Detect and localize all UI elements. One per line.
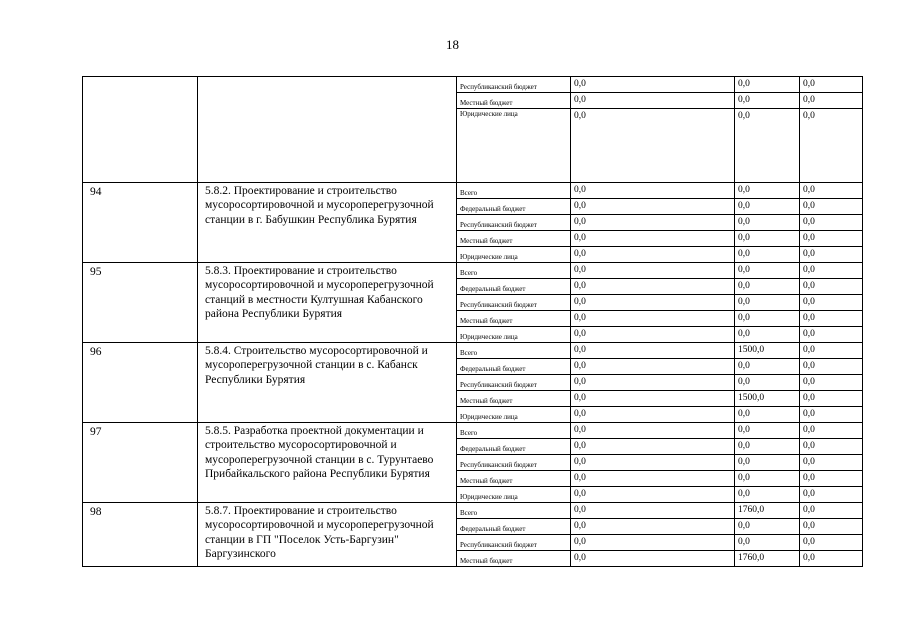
value-cell: 0,0: [571, 487, 735, 503]
value-cell: 0,0: [735, 215, 800, 231]
table-row: [83, 77, 863, 93]
value-cell: 0,0: [800, 359, 863, 375]
item-description-cell: [198, 183, 457, 263]
value-cell: 0,0: [800, 93, 863, 109]
value-cell: 0,0: [800, 455, 863, 471]
value-cell: 0,0: [571, 311, 735, 327]
value-cell: 0,0: [735, 375, 800, 391]
value-cell: 0,0: [571, 93, 735, 109]
funding-source-cell: Всего: [457, 423, 571, 439]
item-description: 5.8.7. Проектирование и строительство мусоросортировочной и мусороперегрузочной станции в ГП "Поселок Усть-Баргузин" Баргузинского: [205, 505, 434, 561]
value-cell: 0,0: [800, 311, 863, 327]
funding-source-cell: Местный бюджет: [457, 93, 571, 109]
value-cell: 0,0: [800, 231, 863, 247]
table-row: [83, 343, 863, 359]
value-cell: 0,0: [800, 279, 863, 295]
value-cell: 0,0: [571, 391, 735, 407]
value-cell: 0,0: [800, 423, 863, 439]
value-cell: 0,0: [571, 551, 735, 567]
page-number: 18: [446, 37, 459, 52]
funding-source-cell: Юридические лица: [457, 327, 571, 343]
value-cell: 0,0: [735, 327, 800, 343]
value-cell: 0,0: [800, 375, 863, 391]
funding-source-cell: Федеральный бюджет: [457, 519, 571, 535]
value-cell: 0,0: [571, 407, 735, 423]
value-cell: 1760,0: [735, 551, 800, 567]
value-cell: 0,0: [571, 359, 735, 375]
value-cell: 0,0: [571, 455, 735, 471]
value-cell: 0,0: [800, 551, 863, 567]
value-cell: 0,0: [571, 503, 735, 519]
funding-source-cell: Федеральный бюджет: [457, 279, 571, 295]
value-cell: 0,0: [800, 503, 863, 519]
value-cell: 0,0: [571, 247, 735, 263]
table-row: [83, 423, 863, 439]
value-cell: 0,0: [735, 263, 800, 279]
value-cell: 0,0: [800, 295, 863, 311]
value-cell: 0,0: [571, 263, 735, 279]
value-cell: 0,0: [800, 263, 863, 279]
table-row: [83, 263, 863, 279]
item-number-cell: [83, 77, 198, 183]
value-cell: 0,0: [800, 391, 863, 407]
funding-source-cell: Республиканский бюджет: [457, 215, 571, 231]
item-number-cell: 96: [83, 343, 198, 423]
value-cell: 0,0: [735, 407, 800, 423]
funding-source-cell: Местный бюджет: [457, 551, 571, 567]
value-cell: 0,0: [571, 215, 735, 231]
item-number-cell: 98: [83, 503, 198, 567]
value-cell: 1500,0: [735, 391, 800, 407]
value-cell: 0,0: [571, 183, 735, 199]
value-cell: 0,0: [800, 471, 863, 487]
value-cell: 0,0: [735, 455, 800, 471]
value-cell: 0,0: [800, 487, 863, 503]
budget-table: [82, 76, 863, 567]
funding-source-cell: Юридические лица: [457, 487, 571, 503]
item-description-cell: [198, 77, 457, 183]
funding-source-cell: Республиканский бюджет: [457, 455, 571, 471]
value-cell: 0,0: [571, 439, 735, 455]
funding-source-cell: Республиканский бюджет: [457, 295, 571, 311]
value-cell: 0,0: [800, 407, 863, 423]
item-description-cell: [198, 423, 457, 503]
value-cell: 0,0: [735, 109, 800, 183]
value-cell: 0,0: [800, 247, 863, 263]
value-cell: 0,0: [735, 295, 800, 311]
funding-source-cell: Юридические лица: [457, 109, 571, 183]
value-cell: 0,0: [800, 327, 863, 343]
value-cell: 0,0: [571, 375, 735, 391]
value-cell: 0,0: [735, 535, 800, 551]
funding-source-cell: Юридические лица: [457, 407, 571, 423]
value-cell: 0,0: [800, 215, 863, 231]
value-cell: 0,0: [735, 93, 800, 109]
funding-source-cell: Республиканский бюджет: [457, 375, 571, 391]
table-row: [83, 183, 863, 199]
item-description-cell: [198, 263, 457, 343]
item-description: 5.8.3. Проектирование и строительство мусоросортировочной и мусороперегрузочной станций в местности Култушная Кабанского района Республики Бурятия: [205, 265, 434, 321]
item-description-cell: [198, 343, 457, 423]
value-cell: 0,0: [735, 439, 800, 455]
value-cell: 0,0: [735, 231, 800, 247]
funding-source-cell: Местный бюджет: [457, 391, 571, 407]
funding-source-cell: Всего: [457, 183, 571, 199]
value-cell: 0,0: [735, 311, 800, 327]
value-cell: 1760,0: [735, 503, 800, 519]
value-cell: 0,0: [800, 199, 863, 215]
value-cell: 0,0: [571, 327, 735, 343]
funding-source-cell: Местный бюджет: [457, 311, 571, 327]
value-cell: 0,0: [571, 279, 735, 295]
funding-source-cell: Республиканский бюджет: [457, 535, 571, 551]
funding-source-cell: Федеральный бюджет: [457, 439, 571, 455]
item-number-cell: 97: [83, 423, 198, 503]
value-cell: 1500,0: [735, 343, 800, 359]
value-cell: 0,0: [735, 199, 800, 215]
value-cell: 0,0: [800, 343, 863, 359]
value-cell: 0,0: [571, 423, 735, 439]
funding-source-cell: Всего: [457, 263, 571, 279]
funding-source-cell: Республиканский бюджет: [457, 77, 571, 93]
value-cell: 0,0: [571, 109, 735, 183]
value-cell: 0,0: [800, 439, 863, 455]
funding-source-cell: Юридические лица: [457, 247, 571, 263]
funding-source-cell: Федеральный бюджет: [457, 359, 571, 375]
value-cell: 0,0: [571, 535, 735, 551]
value-cell: 0,0: [571, 519, 735, 535]
value-cell: 0,0: [571, 295, 735, 311]
value-cell: 0,0: [735, 77, 800, 93]
value-cell: 0,0: [735, 359, 800, 375]
value-cell: 0,0: [800, 519, 863, 535]
item-description: 5.8.2. Проектирование и строительство мусоросортировочной и мусороперегрузочной станции в г. Бабушкин Республика Бурятия: [205, 185, 434, 226]
value-cell: 0,0: [571, 231, 735, 247]
value-cell: 0,0: [800, 535, 863, 551]
value-cell: 0,0: [735, 183, 800, 199]
value-cell: 0,0: [735, 487, 800, 503]
funding-source-cell: Всего: [457, 343, 571, 359]
value-cell: 0,0: [735, 471, 800, 487]
value-cell: 0,0: [800, 109, 863, 183]
value-cell: 0,0: [571, 471, 735, 487]
value-cell: 0,0: [735, 519, 800, 535]
item-description: 5.8.4. Строительство мусоросортировочной и мусороперегрузочной станции в с. Кабанск Республики Бурятия: [205, 345, 428, 386]
table-row: [83, 503, 863, 519]
item-number-cell: 94: [83, 183, 198, 263]
value-cell: 0,0: [800, 77, 863, 93]
value-cell: 0,0: [735, 279, 800, 295]
value-cell: 0,0: [735, 423, 800, 439]
value-cell: 0,0: [571, 77, 735, 93]
value-cell: 0,0: [571, 343, 735, 359]
value-cell: 0,0: [571, 199, 735, 215]
funding-source-cell: Федеральный бюджет: [457, 199, 571, 215]
funding-source-cell: Местный бюджет: [457, 471, 571, 487]
item-description-cell: [198, 503, 457, 567]
item-description: 5.8.5. Разработка проектной документации и строительство мусоросортировочной и мусороперегрузочной станции в с. Турунтаево Прибайкальского района Республики Бурятия: [205, 425, 434, 481]
funding-source-cell: Всего: [457, 503, 571, 519]
value-cell: 0,0: [800, 183, 863, 199]
value-cell: 0,0: [735, 247, 800, 263]
item-number-cell: 95: [83, 263, 198, 343]
funding-source-cell: Местный бюджет: [457, 231, 571, 247]
